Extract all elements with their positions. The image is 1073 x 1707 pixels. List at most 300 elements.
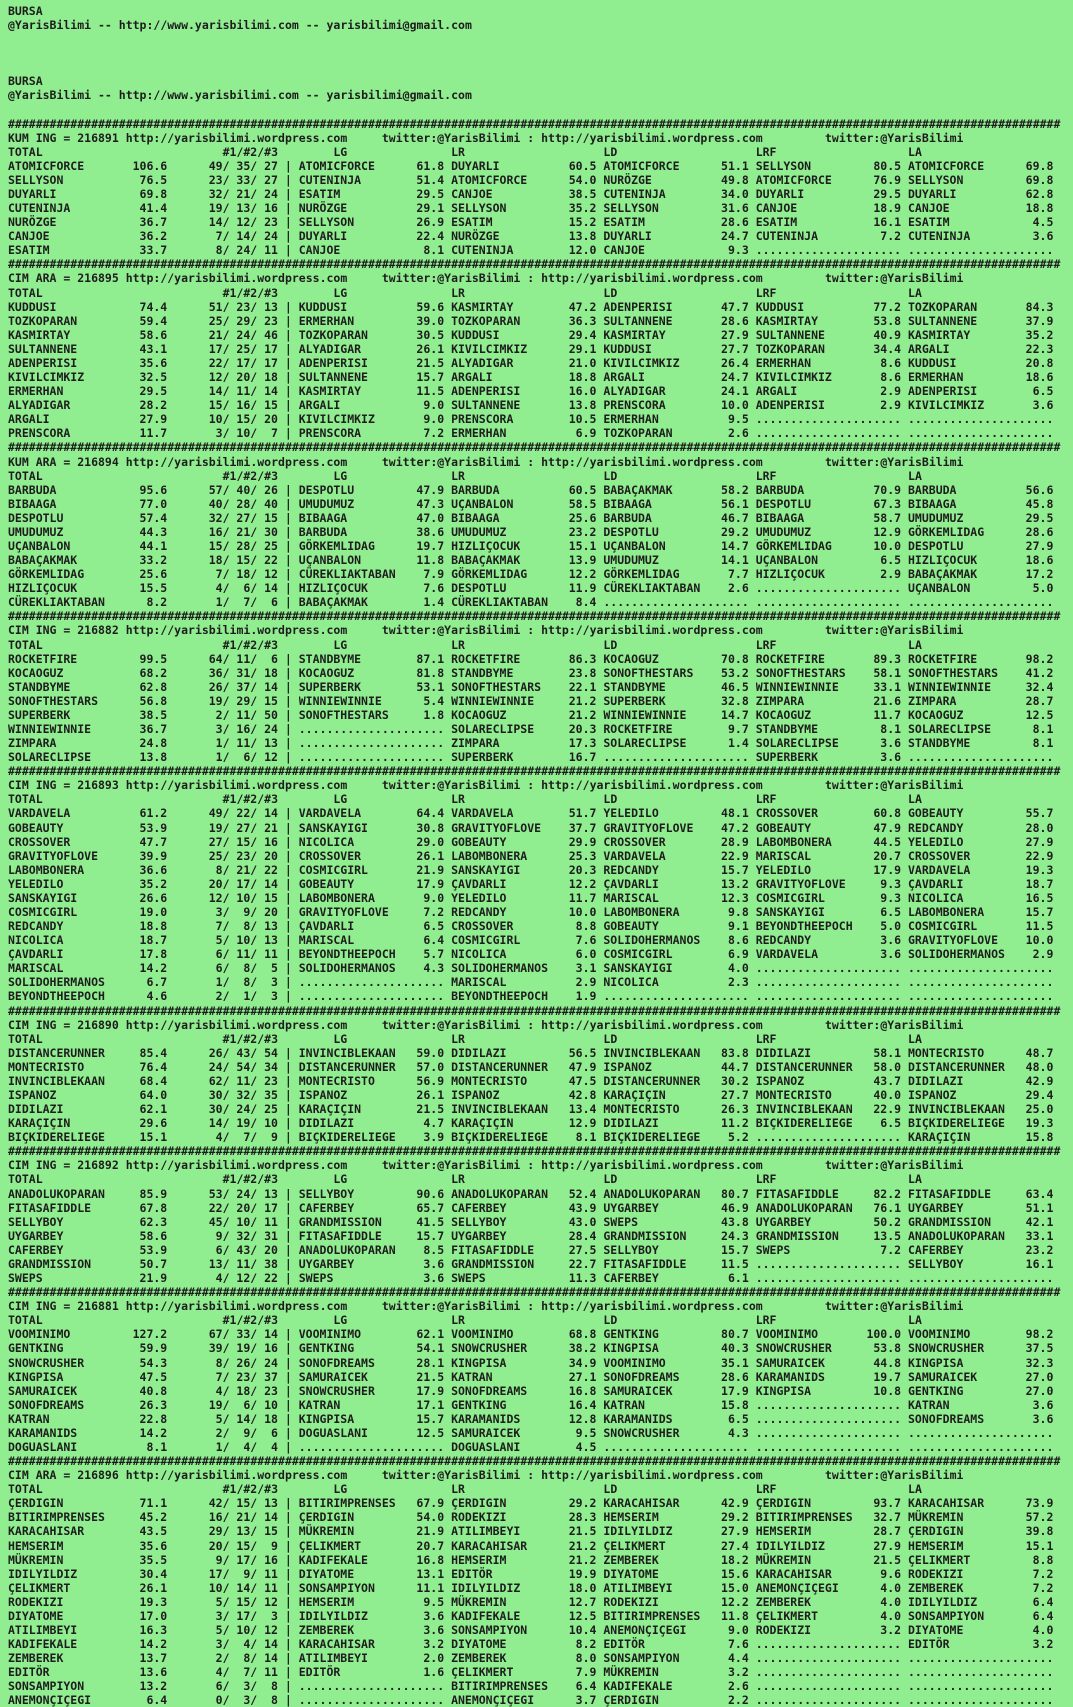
stat-value: 8.6 xyxy=(727,933,749,948)
stat-pair xyxy=(603,1116,755,1130)
placement-counts: 67/ 33/ 14 xyxy=(208,1327,278,1342)
title-separator: : xyxy=(520,1468,542,1483)
stat-pair xyxy=(756,1623,908,1637)
stat-horse-name: IDILYILDIZ xyxy=(908,1594,978,1609)
stat-horse-name: SELLYBOY xyxy=(603,1242,659,1257)
stat-pair xyxy=(451,933,603,947)
stat-horse-name: BEYONDTHEEPOCH xyxy=(451,989,548,1004)
stat-value: 53.8 xyxy=(873,313,902,328)
stat-pair xyxy=(451,553,603,567)
stat-horse-name: REDCANDY xyxy=(451,905,507,919)
stat-horse-name: INVINCIBLEKAAN xyxy=(451,1102,548,1117)
stat-pair xyxy=(451,539,603,553)
empty-placeholder: ..................... xyxy=(755,1665,902,1680)
stat-pair xyxy=(603,1595,755,1609)
stat-pair xyxy=(908,1384,1060,1398)
stat-pair xyxy=(756,384,908,398)
col-header-lrf xyxy=(756,145,908,159)
empty-placeholder: ..................... xyxy=(298,750,445,765)
stat-value: 38.5 xyxy=(568,187,597,202)
placement-counts: 57/ 40/ 26 xyxy=(208,482,278,497)
placement-counts: 7/ 8/ 13 xyxy=(208,919,278,934)
table-row xyxy=(8,328,1073,342)
col-header-ld xyxy=(603,145,755,159)
table-row xyxy=(8,666,1073,680)
placement-counts: 3/ 9/ 20 xyxy=(208,905,278,919)
horse-name: EDITÖR xyxy=(8,1665,50,1680)
stat-value: 73.9 xyxy=(1025,1496,1054,1511)
stat-value: 15.6 xyxy=(721,1566,749,1581)
table-row xyxy=(8,511,1073,525)
stat-pair xyxy=(451,1524,603,1538)
stat-pair xyxy=(299,1370,451,1384)
stat-pair xyxy=(299,905,451,919)
stat-horse-name: KARACAHISAR xyxy=(755,1566,832,1581)
col-header-la xyxy=(908,792,1060,806)
stat-horse-name: COSMICGIRL xyxy=(908,919,978,934)
stat-pair xyxy=(299,1341,451,1355)
placement-counts: 19/ 29/ 15 xyxy=(208,693,278,708)
placement-counts: 39/ 19/ 16 xyxy=(208,1341,278,1356)
stat-horse-name: BABAÇAKMAK xyxy=(451,553,521,568)
stat-pair xyxy=(756,1088,908,1102)
column-divider: | xyxy=(277,581,299,596)
horse-name: NICOLICA xyxy=(8,933,64,948)
col-header-label: LD xyxy=(603,1482,618,1497)
empty-placeholder: ..................... xyxy=(755,1651,902,1666)
stat-pair xyxy=(299,947,451,961)
race-sections xyxy=(8,117,1073,1707)
stat-value: 13.8 xyxy=(568,229,597,244)
section-label: CIM ING = 216892 xyxy=(8,1158,119,1173)
twitter-handle: twitter:@YarisBilimi xyxy=(824,778,964,793)
column-divider: | xyxy=(277,1411,299,1426)
stat-horse-name: BABAÇAKMAK xyxy=(298,595,368,610)
stat-pair xyxy=(451,1426,603,1440)
table-row xyxy=(8,581,1073,595)
title-separator: : xyxy=(520,1017,542,1032)
stat-value: 56.5 xyxy=(568,1045,597,1060)
stat-value: 21.9 xyxy=(416,862,445,877)
table-row xyxy=(8,1201,1073,1215)
total-value: 76.4 xyxy=(139,1059,168,1074)
stat-pair xyxy=(756,919,908,933)
total-value: 14.2 xyxy=(139,1425,168,1440)
stat-pair xyxy=(451,891,603,905)
stat-value: 9.6 xyxy=(880,1566,902,1581)
stat-horse-name: ANADOLUKOPARAN xyxy=(451,1186,548,1201)
stat-pair xyxy=(908,553,1060,567)
stat-pair xyxy=(299,412,451,426)
col-header-lrf xyxy=(756,638,908,652)
stat-pair xyxy=(908,736,1060,750)
stat-pair xyxy=(451,243,603,257)
twitter-handle: twitter:@YarisBilimi xyxy=(381,1158,521,1173)
stat-pair xyxy=(451,215,603,229)
table-row xyxy=(8,497,1073,511)
stat-pair xyxy=(756,1398,908,1412)
stat-pair xyxy=(603,1356,755,1370)
stat-value: 57.0 xyxy=(416,1059,445,1074)
stat-pair xyxy=(756,595,908,609)
stat-pair xyxy=(756,539,908,553)
stat-horse-name: SULTANNENE xyxy=(298,370,368,385)
stat-pair xyxy=(299,1116,451,1130)
stat-horse-name: ATOMICFORCE xyxy=(603,158,680,173)
stat-value: 27.9 xyxy=(721,1524,749,1539)
stat-pair xyxy=(299,1524,451,1538)
stat-pair xyxy=(756,1116,908,1130)
stat-horse-name: LABOMBONERA xyxy=(755,834,832,849)
stat-pair xyxy=(908,243,1060,257)
race-section xyxy=(8,623,1073,764)
stat-value: 9.0 xyxy=(727,1622,749,1637)
stat-pair xyxy=(756,553,908,567)
placement-counts: 23/ 33/ 27 xyxy=(208,172,278,187)
stat-pair xyxy=(908,891,1060,905)
total-value: 33.7 xyxy=(139,243,168,258)
stat-value: 12.5 xyxy=(1025,707,1054,722)
col-header-counts: #1/#2/#3 xyxy=(222,1482,278,1497)
stat-pair xyxy=(603,553,755,567)
site-url: http://yarisbilimi.wordpress.com xyxy=(118,1158,348,1173)
stat-pair xyxy=(908,722,1060,736)
stat-horse-name: CAFERBEY xyxy=(603,1271,659,1286)
table-row xyxy=(8,1384,1073,1398)
stat-pair xyxy=(908,961,1060,975)
stat-value: 18.2 xyxy=(721,1552,749,1567)
stat-pair xyxy=(451,1116,603,1130)
total-value: 16.3 xyxy=(139,1622,168,1637)
table-row xyxy=(8,652,1073,666)
stat-pair xyxy=(603,919,755,933)
empty-placeholder: ..................... xyxy=(755,1637,902,1652)
stat-pair xyxy=(908,215,1060,229)
stat-pair xyxy=(451,736,603,750)
stat-value: 29.4 xyxy=(568,327,597,342)
stat-pair xyxy=(299,1215,451,1229)
stat-horse-name: KASMIRTAY xyxy=(451,299,514,314)
stat-value: 8.0 xyxy=(575,1651,597,1666)
horse-name: BIBAAGA xyxy=(8,496,57,511)
stat-pair xyxy=(603,1341,755,1355)
total-value: 6.4 xyxy=(146,1693,168,1707)
stat-pair xyxy=(299,1665,451,1679)
race-section xyxy=(8,1468,1073,1707)
column-divider: | xyxy=(277,665,299,680)
stat-horse-name: CROSSOVER xyxy=(451,919,514,934)
placement-counts: 30/ 24/ 25 xyxy=(208,1102,278,1117)
stat-value: 23.8 xyxy=(568,665,597,680)
stat-pair xyxy=(299,989,451,1003)
stat-value: 53.1 xyxy=(416,679,445,694)
stat-pair xyxy=(299,1356,451,1370)
stat-horse-name: YELEDILO xyxy=(603,806,659,821)
stat-value: 6.5 xyxy=(880,905,902,919)
stat-value: 33.1 xyxy=(873,679,902,694)
stat-horse-name: GOBEAUTY xyxy=(451,834,507,849)
stat-pair xyxy=(299,426,451,440)
stat-horse-name: KARAÇIÇIN xyxy=(298,1102,362,1117)
stat-value: 6.5 xyxy=(423,919,445,934)
stat-horse-name: WINNIEWINNIE xyxy=(451,693,535,708)
stat-pair xyxy=(908,595,1060,609)
stat-pair xyxy=(603,652,755,666)
stat-pair xyxy=(451,1046,603,1060)
stat-pair xyxy=(908,539,1060,553)
stat-pair xyxy=(756,1567,908,1581)
stat-horse-name: SOLARECLIPSE xyxy=(908,721,992,736)
col-header-lrf xyxy=(756,286,908,300)
stat-value: 26.3 xyxy=(721,1102,749,1117)
placement-counts: 17/ 9/ 11 xyxy=(208,1566,278,1581)
section-title-left xyxy=(8,131,382,145)
empty-placeholder: ..................... xyxy=(908,412,1054,427)
stat-horse-name: SELLYSON xyxy=(908,172,964,187)
stat-pair xyxy=(603,1398,755,1412)
stat-pair xyxy=(299,1496,451,1510)
stat-horse-name: GÖRKEMLIDAG xyxy=(298,538,375,553)
col-header-label: LRF xyxy=(755,792,777,807)
stat-value: 19.7 xyxy=(416,538,445,553)
section-label: CIM ING = 216893 xyxy=(8,778,119,793)
stat-horse-name: BITIRIMPRENSES xyxy=(603,1608,701,1623)
stat-horse-name: BIÇKIDERELIEGE xyxy=(298,1130,396,1145)
column-divider: | xyxy=(277,862,299,877)
stat-value: 3.7 xyxy=(575,1693,597,1707)
column-divider: | xyxy=(277,187,299,202)
placement-counts: 19/ 27/ 21 xyxy=(208,820,278,835)
stat-pair xyxy=(451,1595,603,1609)
stat-value: 22.3 xyxy=(1025,341,1054,356)
table-row xyxy=(8,1370,1073,1384)
stat-pair xyxy=(756,356,908,370)
stat-horse-name: VARDAVELA xyxy=(908,862,971,877)
stat-horse-name: CANJOE xyxy=(603,243,645,258)
stat-pair xyxy=(603,1665,755,1679)
stat-pair xyxy=(603,1384,755,1398)
stat-horse-name: CÜREKLIAKTABAN xyxy=(298,567,396,582)
stat-value: 87.1 xyxy=(416,651,445,666)
twitter-handle: twitter:@YarisBilimi xyxy=(381,778,521,793)
stat-pair xyxy=(299,835,451,849)
section-separator: ######################################################################################################################################################## xyxy=(8,116,1061,131)
stat-pair xyxy=(299,1581,451,1595)
placement-counts: 32/ 27/ 15 xyxy=(208,510,278,525)
horse-name: GÖRKEMLIDAG xyxy=(8,567,85,582)
section-title xyxy=(8,623,1073,637)
table-row xyxy=(8,835,1073,849)
stat-horse-name: INVINCIBLEKAAN xyxy=(908,1102,1005,1117)
stat-pair xyxy=(908,1637,1060,1651)
horse-name: ZEMBEREK xyxy=(8,1651,64,1666)
stat-value: 35.2 xyxy=(1025,327,1054,342)
stat-pair xyxy=(756,370,908,384)
stat-value: 38.2 xyxy=(568,1341,597,1356)
column-divider: | xyxy=(277,1496,299,1511)
stat-pair xyxy=(908,525,1060,539)
city-label: BURSA xyxy=(8,74,43,89)
stat-horse-name: RODEKIZI xyxy=(755,1622,812,1637)
horse-name: BIÇKIDERELIEGE xyxy=(8,1130,105,1145)
stat-value: 21.5 xyxy=(416,1102,445,1117)
stat-value: 10.0 xyxy=(873,538,902,553)
stat-pair xyxy=(908,989,1060,1003)
stat-value: 20.3 xyxy=(568,862,597,877)
table-row xyxy=(8,806,1073,820)
table-row xyxy=(8,891,1073,905)
table-row xyxy=(8,201,1073,215)
horse-name: DIDILAZI xyxy=(8,1102,64,1117)
col-header-label: LD xyxy=(603,1031,618,1046)
placement-counts: 20/ 17/ 14 xyxy=(208,876,278,891)
col-header-lg xyxy=(299,638,451,652)
stat-pair xyxy=(908,370,1060,384)
stat-pair xyxy=(756,905,908,919)
stat-value: 7.6 xyxy=(727,1637,749,1652)
table-row xyxy=(8,863,1073,877)
stat-pair xyxy=(299,666,451,680)
column-divider: | xyxy=(277,158,299,173)
stat-horse-name: MARISCAL xyxy=(451,975,507,990)
stat-pair xyxy=(756,1595,908,1609)
stat-pair xyxy=(756,975,908,989)
total-value: 29.6 xyxy=(139,1116,168,1131)
col-header-counts: #1/#2/#3 xyxy=(222,468,278,483)
blank-line xyxy=(8,46,1073,60)
stat-pair xyxy=(451,412,603,426)
horse-name: DOGUASLANI xyxy=(8,1439,78,1454)
stat-pair xyxy=(603,708,755,722)
stat-value: 34.0 xyxy=(721,187,749,202)
total-value: 36.6 xyxy=(139,862,168,877)
stat-horse-name: ERMERHAN xyxy=(451,426,507,441)
stat-horse-name: KOCAOGUZ xyxy=(908,707,964,722)
empty-placeholder: ..................... xyxy=(298,736,445,751)
stat-pair xyxy=(299,581,451,595)
stat-horse-name: GRAVITYOFLOVE xyxy=(755,876,846,891)
column-divider: | xyxy=(277,595,299,610)
col-header-la xyxy=(908,469,1060,483)
total-value: 77.0 xyxy=(139,496,168,511)
placement-counts: 2/ 1/ 3 xyxy=(208,989,278,1004)
stat-pair xyxy=(603,694,755,708)
stat-horse-name: BIBAAGA xyxy=(603,496,652,511)
stat-value: 28.0 xyxy=(1025,820,1054,835)
title-separator: : xyxy=(520,271,542,286)
stat-horse-name: KARACAHISAR xyxy=(603,1496,680,1511)
race-section xyxy=(8,1018,1073,1145)
col-header-total: TOTAL xyxy=(8,1313,43,1328)
stat-horse-name: VOOMINIMO xyxy=(298,1327,362,1342)
stat-horse-name: BARBUDA xyxy=(298,524,348,539)
table-row xyxy=(8,243,1073,257)
stat-pair xyxy=(908,1496,1060,1510)
stat-horse-name: ADENPERISI xyxy=(755,398,825,413)
horse-name: SOLIDOHERMANOS xyxy=(8,975,105,990)
placement-counts: 30/ 32/ 35 xyxy=(208,1088,278,1103)
stat-pair xyxy=(451,975,603,989)
stat-horse-name: COSMICGIRL xyxy=(451,933,521,948)
stat-pair xyxy=(908,1539,1060,1553)
stat-pair xyxy=(908,1665,1060,1679)
horse-name: STANDBYME xyxy=(8,679,71,694)
stat-value: 6.5 xyxy=(727,1411,749,1426)
col-header-label: LRF xyxy=(755,637,777,652)
horse-name: SAMURAICEK xyxy=(8,1383,78,1398)
stat-pair xyxy=(908,567,1060,581)
stat-pair xyxy=(603,1581,755,1595)
section-title-mid xyxy=(382,1018,825,1032)
col-header-label: LA xyxy=(908,468,922,483)
table-row xyxy=(8,933,1073,947)
column-divider: | xyxy=(277,1228,299,1243)
stat-horse-name: UYGARBEY xyxy=(908,1200,964,1215)
horse-name: ZIMPARA xyxy=(8,736,57,751)
stat-horse-name: SELLYBOY xyxy=(908,1256,964,1271)
stat-horse-name: DIYATOME xyxy=(603,1566,659,1581)
stat-pair xyxy=(908,1609,1060,1623)
stat-value: 29.2 xyxy=(721,1510,749,1525)
table-row xyxy=(8,1665,1073,1679)
stat-horse-name: ÇELIKMERT xyxy=(298,1538,362,1553)
stat-value: 21.2 xyxy=(568,693,597,708)
stat-pair xyxy=(756,722,908,736)
stat-horse-name: COSMICGIRL xyxy=(603,947,673,962)
stat-value: 32.8 xyxy=(721,693,749,708)
stat-pair xyxy=(908,1595,1060,1609)
stat-horse-name: SONOFDREAMS xyxy=(451,1383,528,1398)
stat-pair xyxy=(756,1665,908,1679)
stat-pair xyxy=(908,947,1060,961)
stat-horse-name: RODEKIZI xyxy=(451,1510,507,1525)
col-header-lrf xyxy=(756,1482,908,1496)
table-row xyxy=(8,1440,1073,1454)
stat-horse-name: SONOFTHESTARS xyxy=(755,665,846,680)
horse-name: VOOMINIMO xyxy=(8,1327,71,1342)
stat-value: 8.1 xyxy=(423,243,445,258)
stat-pair xyxy=(451,806,603,820)
stat-horse-name: UYGARBEY xyxy=(451,1228,507,1243)
stat-pair xyxy=(451,1130,603,1144)
total-value: 58.6 xyxy=(139,327,168,342)
stat-value: 47.5 xyxy=(568,1073,597,1088)
stat-horse-name: MÜKREMIN xyxy=(908,1510,964,1525)
total-value: 57.4 xyxy=(139,510,168,525)
stat-horse-name: SELLYBOY xyxy=(451,1214,507,1229)
stat-pair xyxy=(451,1679,603,1693)
stat-value: 2.9 xyxy=(880,398,902,413)
stat-value: 57.2 xyxy=(1025,1510,1054,1525)
stat-horse-name: BARBUDA xyxy=(603,510,652,525)
stat-horse-name: BEYONDTHEEPOCH xyxy=(755,919,853,934)
stat-value: 11.7 xyxy=(873,707,902,722)
stat-pair xyxy=(299,567,451,581)
stat-pair xyxy=(908,905,1060,919)
stat-horse-name: NURÖZGE xyxy=(603,172,652,187)
stat-value: 3.6 xyxy=(423,1256,445,1271)
stat-pair xyxy=(451,1581,603,1595)
stat-value: 70.9 xyxy=(873,482,902,497)
stat-value: 2.0 xyxy=(423,1651,445,1666)
stat-value: 3.2 xyxy=(1032,1637,1054,1652)
stat-value: 53.2 xyxy=(721,665,749,680)
empty-placeholder: ..................... xyxy=(908,595,1054,610)
stat-value: 8.8 xyxy=(1032,1552,1054,1567)
stat-value: 9.5 xyxy=(575,1425,597,1440)
total-value: 38.5 xyxy=(139,707,168,722)
stat-value: 13.9 xyxy=(568,553,597,568)
